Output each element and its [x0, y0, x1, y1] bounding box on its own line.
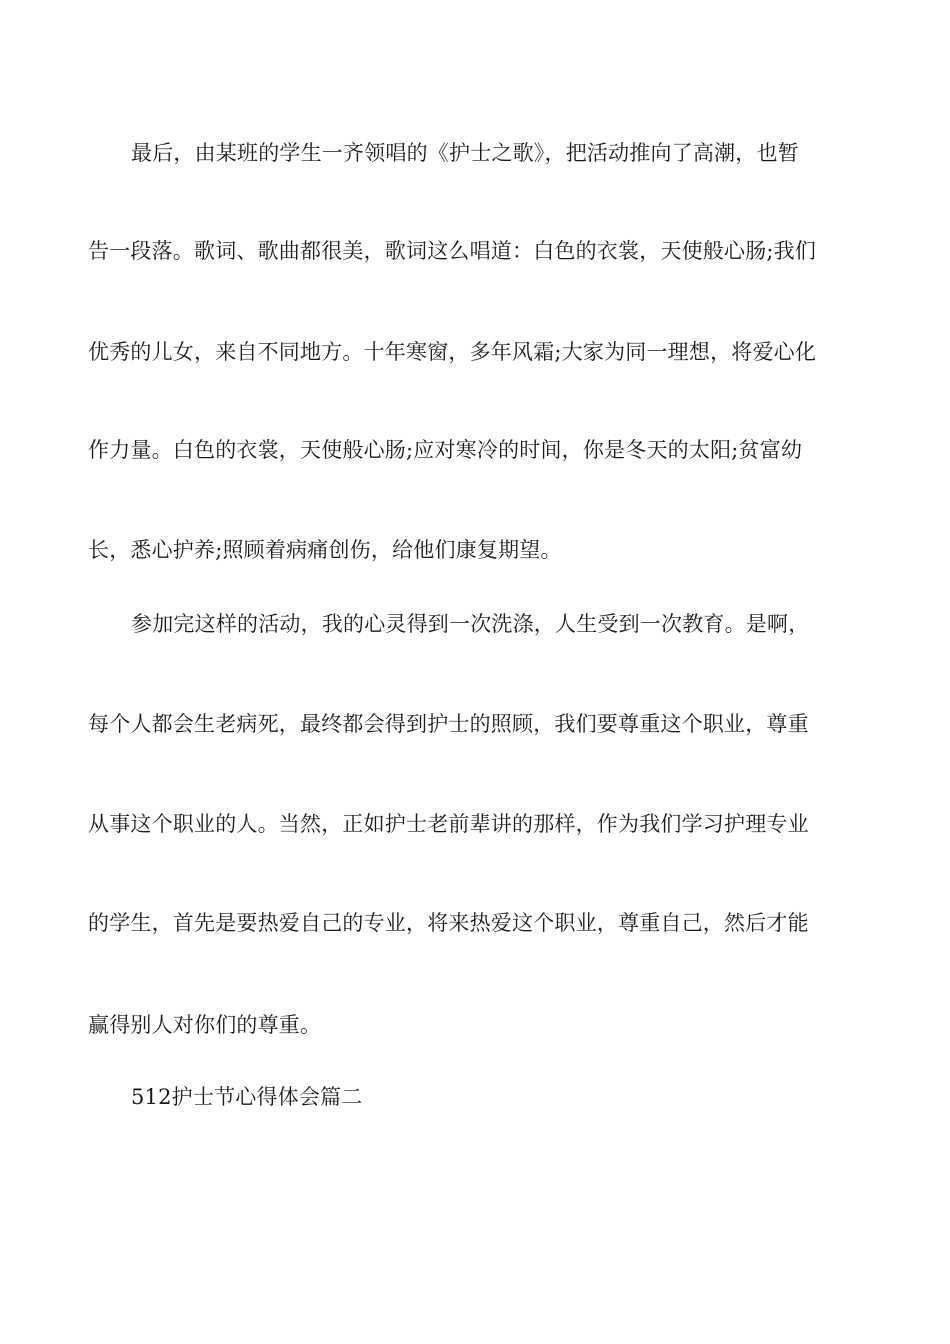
paragraph-line: 作力量。白色的衣裳，天使般心肠;应对寒冷的时间，你是冬天的太阳;贫富幼	[88, 438, 803, 462]
paragraph-line: 告一段落。歌词、歌曲都很美，歌词这么唱道：白色的衣裳，天使般心肠;我们	[88, 239, 817, 263]
paragraph-line: 每个人都会生老病死，最终都会得到护士的照顾，我们要尊重这个职业，尊重	[88, 712, 809, 736]
section-heading: 512护士节心得体会篇二	[131, 1085, 363, 1109]
paragraph-line: 优秀的儿女，来自不同地方。十年寒窗，多年风霜;大家为同一理想，将爱心化	[88, 340, 817, 364]
paragraph-line: 最后，由某班的学生一齐领唱的《护士之歌》，把活动推向了高潮，也暂	[131, 141, 799, 165]
paragraph-line: 的学生，首先是要热爱自己的专业，将来热爱这个职业，尊重自己，然后才能	[88, 911, 809, 935]
paragraph-line: 长，悉心护养;照顾着病痛创伤，给他们康复期望。	[88, 538, 562, 562]
paragraph-line: 赢得别人对你们的尊重。	[88, 1013, 322, 1037]
paragraph-line: 从事这个职业的人。当然，正如护士老前辈讲的那样，作为我们学习护理专业	[88, 812, 809, 836]
paragraph-line: 参加完这样的活动，我的心灵得到一次洗涤，人生受到一次教育。是啊，	[131, 612, 810, 636]
